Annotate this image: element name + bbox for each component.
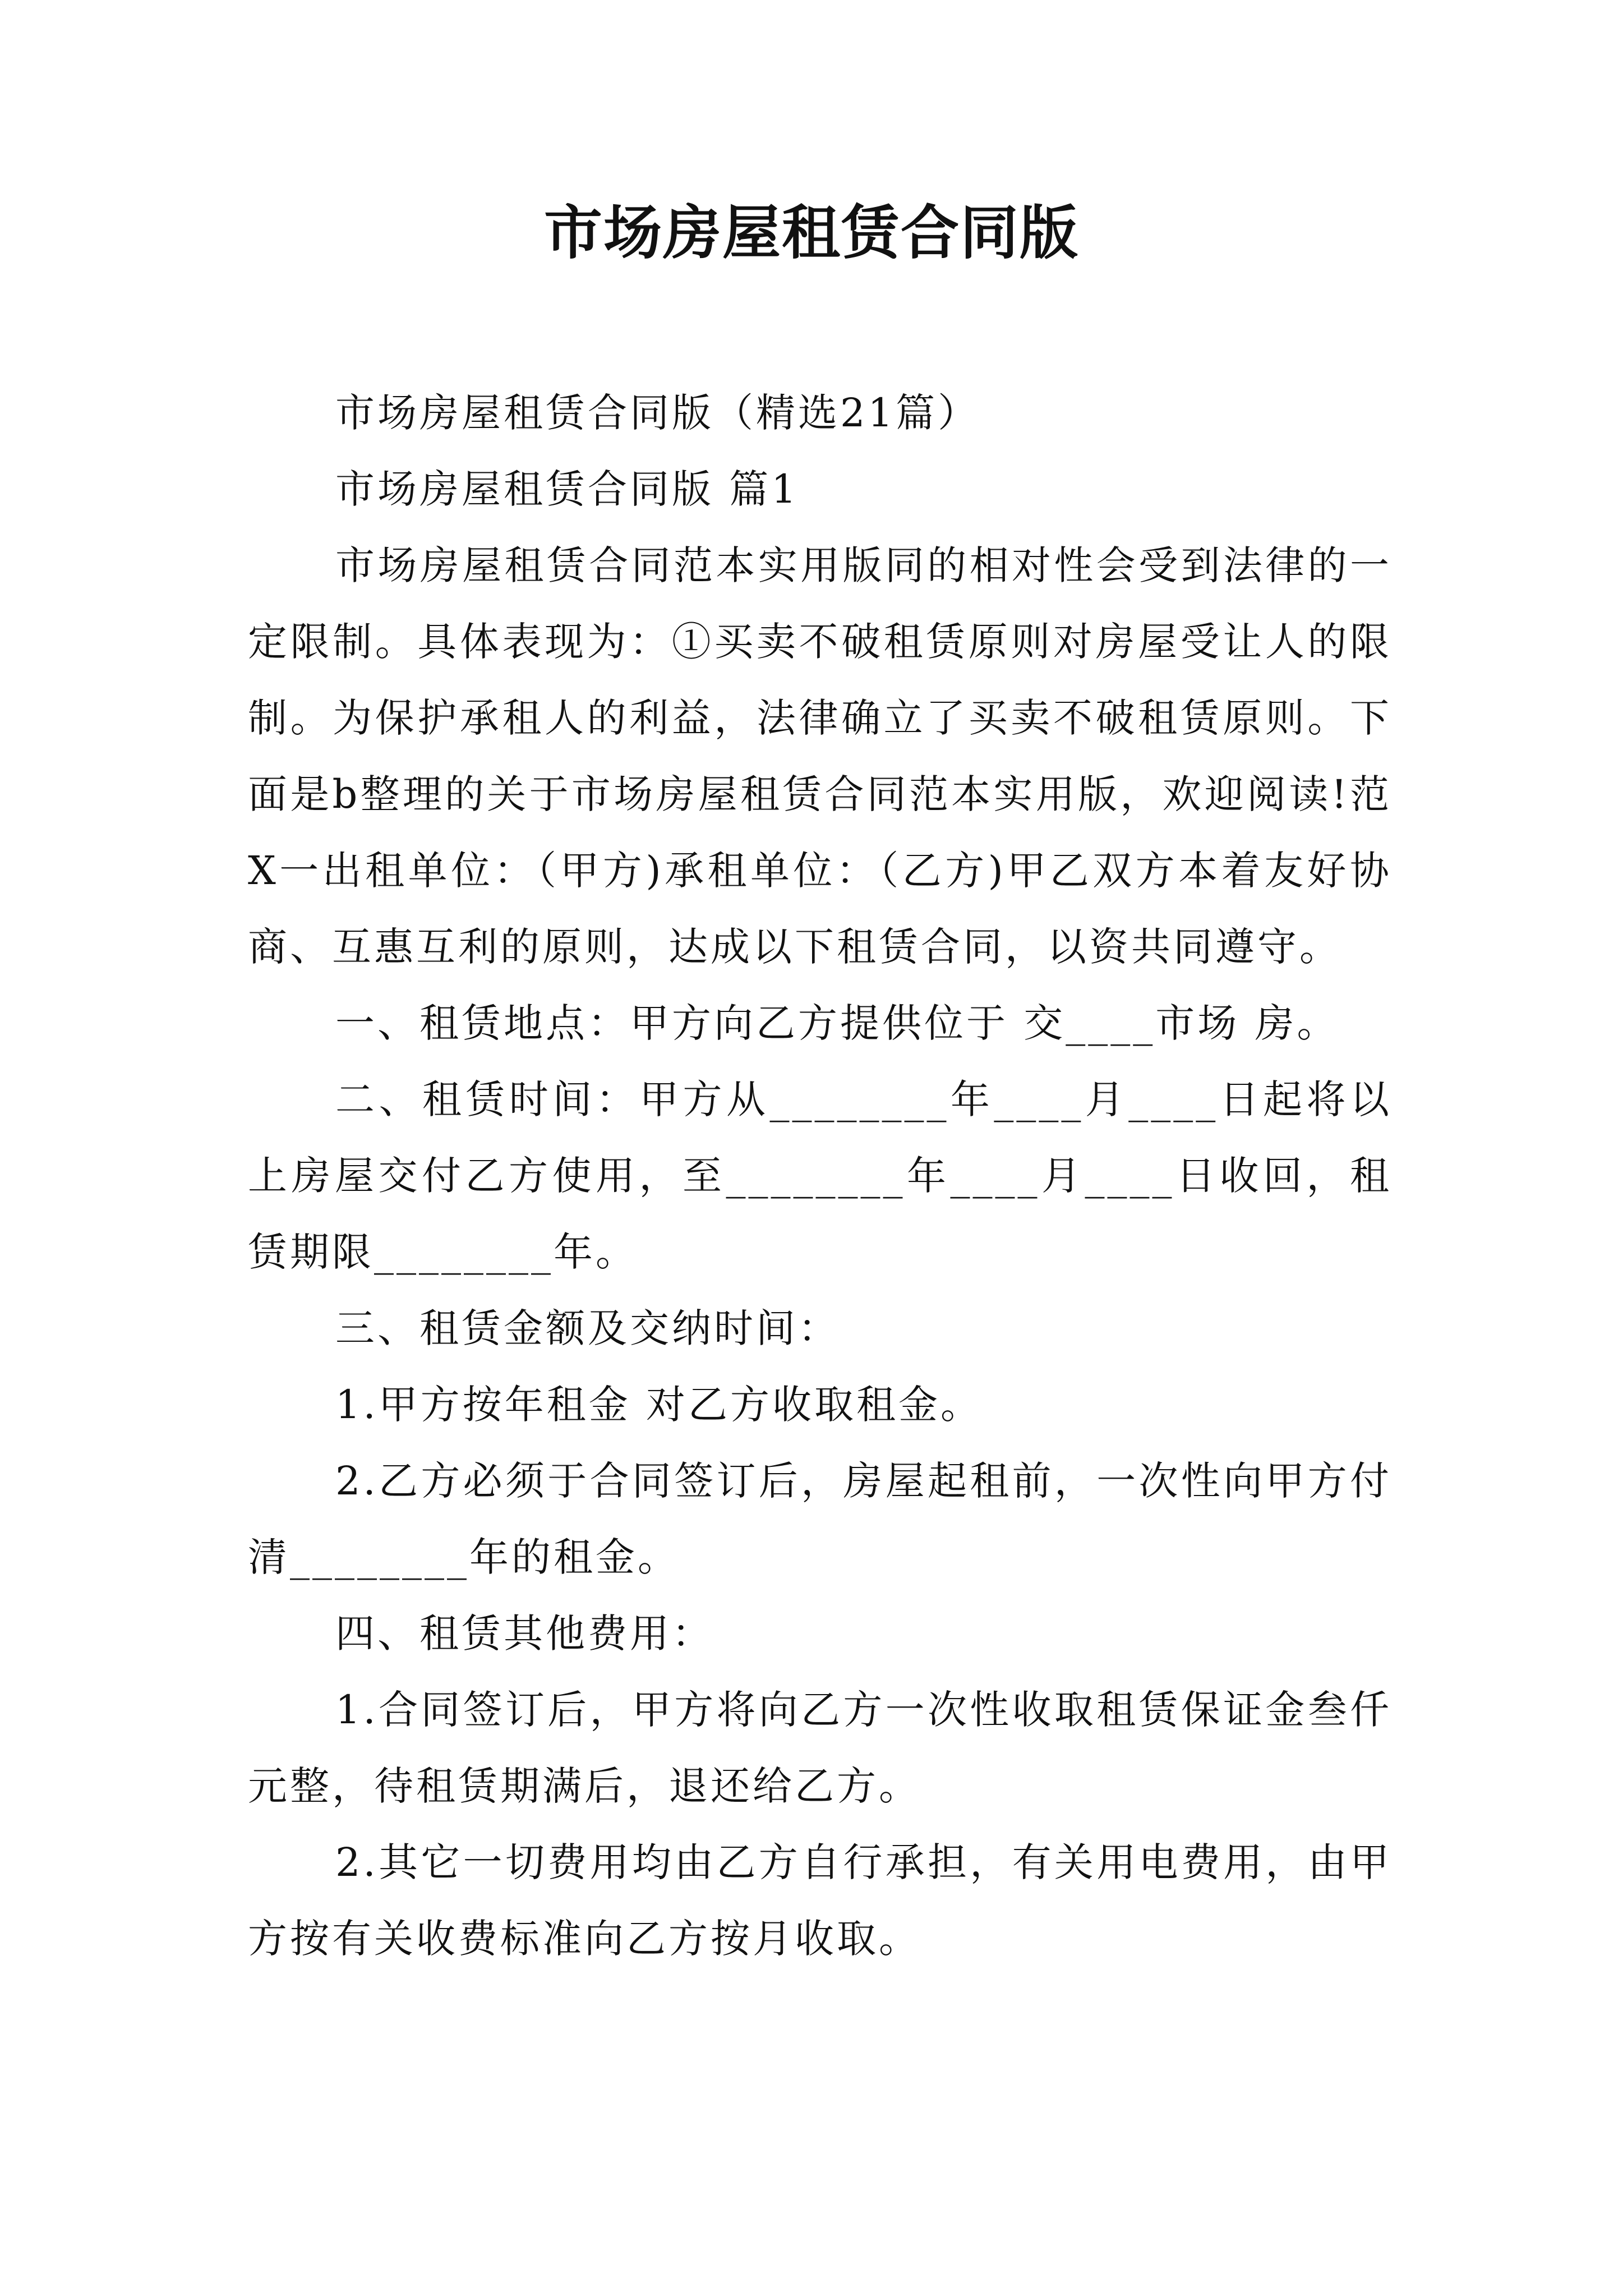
clause-amount-heading: 三、租赁金额及交纳时间：	[335, 1305, 840, 1351]
clause-fees-heading: 四、租赁其他费用：	[335, 1611, 714, 1657]
document-body	[248, 375, 1392, 1977]
document-title: 市场房屋租赁合同版	[543, 198, 1079, 267]
clause-fees-item-1: 1.合同签订后，甲方将向乙方一次性收取租赁保证金叁仟元整，待租赁期满后，退还给乙方。	[248, 1687, 1392, 1809]
clause-location-paragraph: 一、租赁地点：甲方向乙方提供位于 交____市场 房。	[335, 1000, 1339, 1046]
clause-amount-item-2: 2.乙方必须于合同签订后，房屋起租前，一次性向甲方付清________年的租金。	[248, 1458, 1392, 1580]
clause-amount-item-1: 1.甲方按年租金 对乙方收取租金。	[335, 1382, 983, 1428]
clause-fees-item-2: 2.其它一切费用均由乙方自行承担，有关用电费用，由甲方按有关收费标准向乙方按月收取。	[248, 1839, 1392, 1962]
clause-term-paragraph: 二、租赁时间：甲方从________年____月____日起将以上房屋交付乙方使用，至________年____月____日收回，租赁期限________年。	[248, 1076, 1392, 1275]
subtitle-paragraph: 市场房屋租赁合同版（精选21篇）	[335, 390, 980, 436]
section-heading-paragraph: 市场房屋租赁合同版 篇1	[335, 466, 799, 512]
intro-paragraph: 市场房屋租赁合同范本实用版同的相对性会受到法律的一定限制。具体表现为：①买卖不破租赁原则对房屋受让人的限制。为保护承租人的利益，法律确立了买卖不破租赁原则。下面是b整理的关于市场房屋租赁合同范本实用版，欢迎阅读!范X一出租单位：（甲方)承租单位：（乙方)甲乙双方本着友好协商、互惠互利的原则，达成以下租赁合同，以资共同遵守。	[248, 542, 1392, 970]
